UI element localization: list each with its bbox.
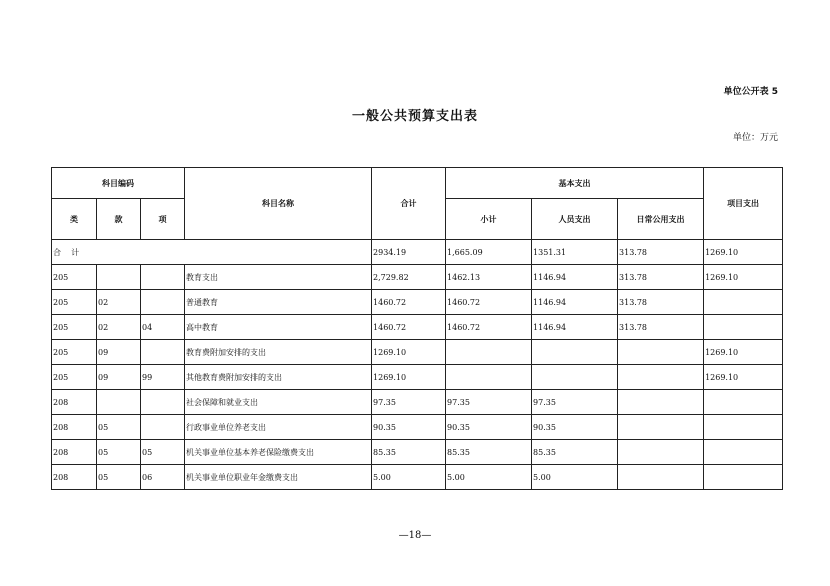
cell-subtotal: 1460.72	[446, 315, 532, 340]
cell-project: 1269.10	[704, 265, 783, 290]
cell-total: 1269.10	[372, 365, 446, 390]
cell-subtotal: 97.35	[446, 390, 532, 415]
cell-name: 教育费附加安排的支出	[185, 340, 372, 365]
table-row	[52, 440, 783, 465]
table-row	[52, 265, 783, 290]
cell-name: 普通教育	[185, 290, 372, 315]
cell-xiang	[141, 415, 185, 440]
header-subtotal: 小计	[446, 199, 532, 240]
cell-name: 高中教育	[185, 315, 372, 340]
cell-daily: 313.78	[618, 315, 704, 340]
cell-personnel	[532, 340, 618, 365]
cell-personnel: 85.35	[532, 440, 618, 465]
table-row	[52, 365, 783, 390]
cell-project	[704, 290, 783, 315]
cell-daily: 313.78	[618, 290, 704, 315]
cell-subtotal: 1460.72	[446, 290, 532, 315]
form-label: 单位公开表 5	[723, 87, 778, 97]
total-project: 1269.10	[704, 240, 783, 265]
header-xiang: 项	[141, 199, 185, 240]
page-number: —18—	[398, 530, 432, 541]
cell-subtotal: 90.35	[446, 415, 532, 440]
cell-subtotal: 1462.13	[446, 265, 532, 290]
budget-table	[51, 167, 783, 490]
cell-xiang: 06	[141, 465, 185, 490]
cell-personnel: 1146.94	[532, 290, 618, 315]
total-personnel: 1351.31	[532, 240, 618, 265]
cell-personnel: 97.35	[532, 390, 618, 415]
cell-personnel: 1146.94	[532, 315, 618, 340]
cell-daily	[618, 465, 704, 490]
header-total: 合计	[372, 168, 446, 240]
table-row	[52, 340, 783, 365]
cell-total: 97.35	[372, 390, 446, 415]
cell-personnel: 1146.94	[532, 265, 618, 290]
cell-total: 1460.72	[372, 290, 446, 315]
header-subject-name: 科目名称	[185, 168, 372, 240]
cell-daily	[618, 390, 704, 415]
cell-subtotal: 85.35	[446, 440, 532, 465]
cell-name: 教育支出	[185, 265, 372, 290]
cell-kuan: 05	[97, 440, 141, 465]
cell-name: 行政事业单位养老支出	[185, 415, 372, 440]
cell-project: 1269.10	[704, 365, 783, 390]
table-row	[52, 415, 783, 440]
cell-total: 1269.10	[372, 340, 446, 365]
total-subtotal: 1,665.09	[446, 240, 532, 265]
cell-xiang: 05	[141, 440, 185, 465]
cell-kuan: 05	[97, 415, 141, 440]
cell-lei: 205	[52, 290, 97, 315]
cell-daily	[618, 415, 704, 440]
cell-lei: 205	[52, 315, 97, 340]
cell-kuan: 05	[97, 465, 141, 490]
cell-kuan: 02	[97, 315, 141, 340]
cell-personnel: 90.35	[532, 415, 618, 440]
cell-daily	[618, 365, 704, 390]
cell-name: 机关事业单位基本养老保险缴费支出	[185, 440, 372, 465]
cell-xiang	[141, 290, 185, 315]
total-total: 2934.19	[372, 240, 446, 265]
header-daily: 日常公用支出	[618, 199, 704, 240]
table-row	[52, 315, 783, 340]
cell-lei: 205	[52, 340, 97, 365]
cell-kuan: 09	[97, 365, 141, 390]
cell-project	[704, 440, 783, 465]
header-lei: 类	[52, 199, 97, 240]
header-subject-code: 科目编码	[52, 168, 185, 199]
cell-name: 机关事业单位职业年金缴费支出	[185, 465, 372, 490]
cell-name: 其他教育费附加安排的支出	[185, 365, 372, 390]
cell-kuan: 02	[97, 290, 141, 315]
page-title: 一般公共预算支出表	[351, 109, 478, 124]
cell-lei: 208	[52, 440, 97, 465]
cell-lei: 205	[52, 265, 97, 290]
cell-project	[704, 390, 783, 415]
cell-total: 5.00	[372, 465, 446, 490]
cell-total: 85.35	[372, 440, 446, 465]
cell-daily	[618, 440, 704, 465]
cell-total: 90.35	[372, 415, 446, 440]
cell-xiang	[141, 390, 185, 415]
header-project: 项目支出	[704, 168, 783, 240]
cell-personnel	[532, 365, 618, 390]
cell-project: 1269.10	[704, 340, 783, 365]
cell-total: 1460.72	[372, 315, 446, 340]
cell-kuan: 09	[97, 340, 141, 365]
cell-total: 2,729.82	[372, 265, 446, 290]
table-row	[52, 390, 783, 415]
header-basic: 基本支出	[446, 168, 704, 199]
total-daily: 313.78	[618, 240, 704, 265]
total-row	[52, 240, 783, 265]
cell-project	[704, 415, 783, 440]
cell-kuan	[97, 265, 141, 290]
cell-project	[704, 465, 783, 490]
cell-subtotal	[446, 365, 532, 390]
cell-name: 社会保障和就业支出	[185, 390, 372, 415]
cell-subtotal	[446, 340, 532, 365]
cell-daily: 313.78	[618, 265, 704, 290]
unit-label: 单位：万元	[732, 133, 778, 143]
cell-lei: 205	[52, 365, 97, 390]
cell-lei: 208	[52, 465, 97, 490]
cell-daily	[618, 340, 704, 365]
total-label: 合 计	[52, 240, 372, 265]
cell-lei: 208	[52, 415, 97, 440]
cell-xiang: 99	[141, 365, 185, 390]
cell-lei: 208	[52, 390, 97, 415]
table-row	[52, 465, 783, 490]
cell-personnel: 5.00	[532, 465, 618, 490]
table-row	[52, 290, 783, 315]
cell-project	[704, 315, 783, 340]
cell-kuan	[97, 390, 141, 415]
header-kuan: 款	[97, 199, 141, 240]
cell-xiang	[141, 340, 185, 365]
cell-xiang	[141, 265, 185, 290]
cell-xiang: 04	[141, 315, 185, 340]
header-personnel: 人员支出	[532, 199, 618, 240]
cell-subtotal: 5.00	[446, 465, 532, 490]
